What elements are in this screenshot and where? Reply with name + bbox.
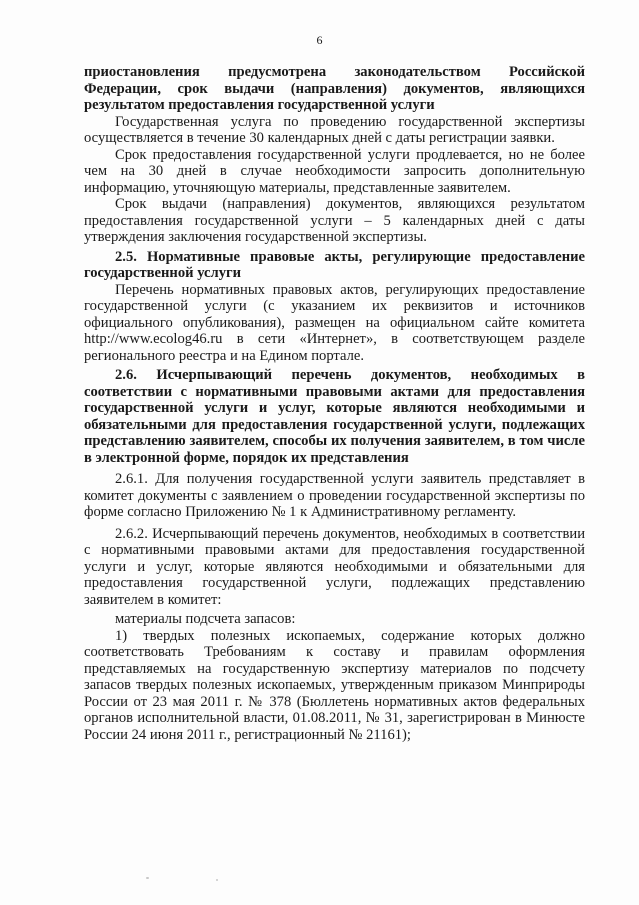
paragraph-term-extension: Срок предоставления государственной услуги продлевается, но не более чем на 30 дней в случае необходимости запросить дополнительную информацию, уточняющую материалы, представленные заявителем. (84, 146, 585, 196)
section-heading-2-6: 2.6. Исчерпывающий перечень документов, необходимых в соответствии с нормативными правовыми актами для предоставления государственной услуги и услуг, которые являются необходимыми и обязательными для предоставления государственной услуги, подлежащих представлению заявителем, способы их получения заявителем, в том числе в электронной форме, порядок их представления (84, 367, 585, 466)
scan-speck (146, 877, 149, 879)
page-number: 6 (316, 33, 323, 47)
paragraph-normative-acts: Перечень нормативных правовых актов, регулирующих предоставление государственной услуги (с указанием их реквизитов и источников официального опубликования), размещен на официальном сайте комитета http://www.ecolog46.ru в сети «Интернет», в соответствующем разделе регионального реестра и на Едином портале. (84, 281, 585, 364)
section-heading-continued: приостановления предусмотрена законодательством Российской Федерации, срок выдачи (направления) документов, являющихся результатом предоставления государственной услуги (84, 64, 585, 113)
list-item-solid-minerals: 1) твердых полезных ископаемых, содержание которых должно соответствовать Требованиям к составу и правилам оформления представляемых на государственную экспертизу материалов по подсчету запасов твердых полезных ископаемых, утвержденным приказом Минприроды России от 23 мая 2011 г. № 378 (Бюллетень нормативных актов федеральных органов исполнительной власти, 01.08.2011, № 31, зарегистрирован в Минюсте России 24 июня 2011 г., регистрационный № 21161); (84, 627, 585, 743)
paragraph-materials: материалы подсчета запасов: (115, 611, 296, 627)
paragraph-2-6-2: 2.6.2. Исчерпывающий перечень документов, необходимых в соответствии с нормативными правовыми актами для предоставления государственной услуги и услуг, которые являются необходимыми и обязательными для предоставления государственной услуги, подлежащих представлению заявителем в комитет: (84, 525, 585, 608)
scan-speck (216, 879, 218, 881)
paragraph-issue-term: Срок выдачи (направления) документов, являющихся результатом предоставления государственной услуги – 5 календарных дней с даты утверждения заключения государственной экспертизы. (84, 196, 585, 245)
paragraph-2-6-1: 2.6.1. Для получения государственной услуги заявитель представляет в комитет документы с заявлением о проведении государственной экспертизы по форме согласно Приложению № 1 к Административному регламенту. (84, 471, 585, 520)
paragraph-expertise-term: Государственная услуга по проведению государственной экспертизы осуществляется в течение 30 календарных дней с даты регистрации заявки. (84, 113, 585, 146)
document-body (84, 64, 585, 743)
section-heading-2-5: 2.5. Нормативные правовые акты, регулирующие предоставление государственной услуги (84, 248, 585, 281)
